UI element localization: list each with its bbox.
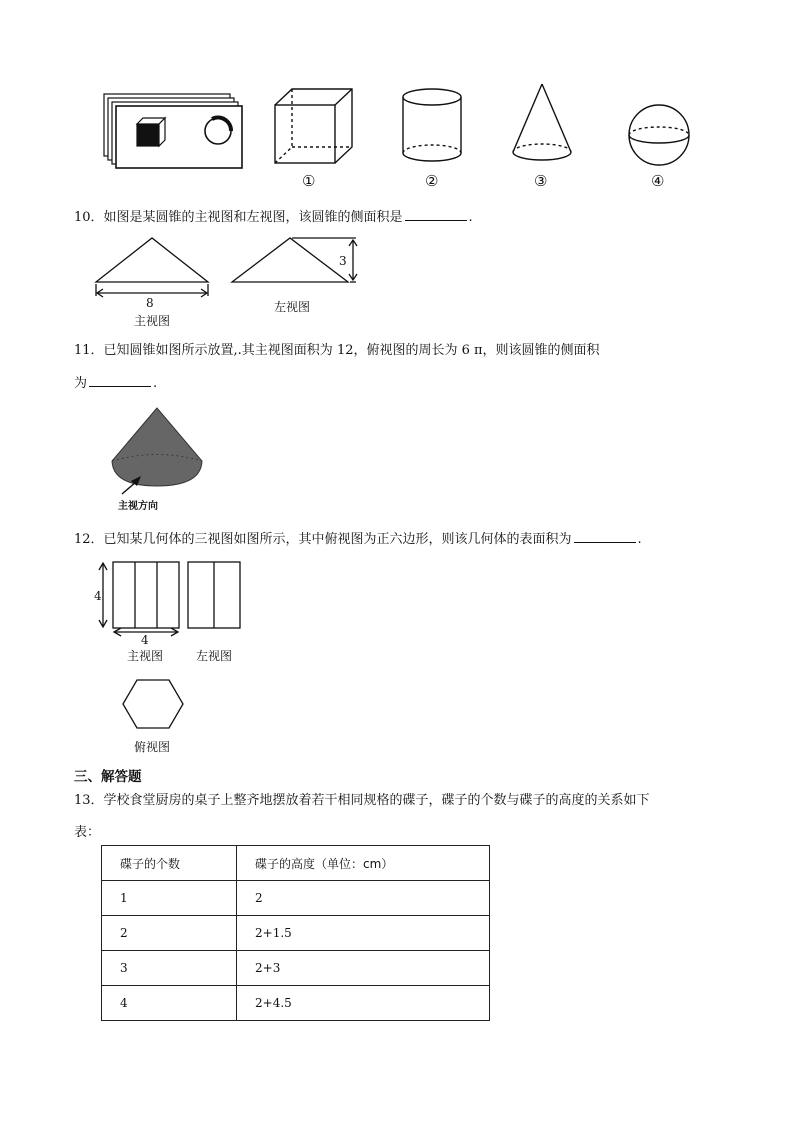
q12-top-caption: 俯视图 — [134, 740, 171, 754]
cylinder-figure — [403, 89, 461, 161]
table-cell: 2+4.5 — [237, 986, 490, 1021]
question-11-prefix: 为 — [74, 376, 88, 391]
sphere-figure — [629, 105, 689, 165]
q10-side-dim: 3 — [339, 254, 347, 268]
plates-table — [101, 845, 490, 1021]
table-header-cell: 碟子的高度（单位：cm） — [237, 846, 490, 881]
table-row — [102, 986, 490, 1021]
question-10 — [74, 208, 473, 227]
figure-label-4: ④ — [651, 172, 665, 190]
stacked-block-figure — [104, 94, 242, 168]
top-figures — [0, 80, 794, 195]
q12-side-caption: 左视图 — [196, 649, 233, 663]
q10-front-dim: 8 — [146, 296, 154, 310]
question-11-line1: 11．已知圆锥如图所示放置,.其主视图面积为 12，俯视图的周长为 6 π，则该圆锥的侧面积 — [74, 343, 600, 358]
table-header-cell: 碟子的个数 — [102, 846, 237, 881]
q10-side-caption: 左视图 — [274, 300, 311, 314]
table-cell: 4 — [102, 986, 237, 1021]
question-12-text: 12．已知某几何体的三视图如图所示，其中俯视图为正六边形，则该几何体的表面积为 — [74, 532, 572, 547]
question-13-line1: 13．学校食堂厨房的桌子上整齐地摆放着若干相同规格的碟子，碟子的个数与碟子的高度的关系如下 — [74, 793, 650, 808]
table-cell: 2 — [237, 881, 490, 916]
q10-views-figure — [90, 232, 370, 302]
q12-height-dim: 4 — [94, 589, 102, 603]
answer-blank-12 — [574, 530, 636, 543]
q11-cone-figure — [105, 402, 215, 498]
table-row — [102, 881, 490, 916]
question-11-end: . — [153, 376, 158, 391]
q12-width-dim: 4 — [141, 633, 149, 647]
table-cell: 2+3 — [237, 951, 490, 986]
q10-front-caption: 主视图 — [134, 314, 171, 328]
table-cell: 2+1.5 — [237, 916, 490, 951]
question-11-line2 — [74, 374, 157, 393]
q11-view-direction-label: 主视方向 — [118, 501, 158, 512]
table-cell: 1 — [102, 881, 237, 916]
figure-label-3: ③ — [534, 172, 548, 190]
question-12-end: . — [637, 532, 642, 547]
q12-three-views-figure — [90, 556, 250, 736]
figure-label-1: ① — [302, 172, 316, 190]
table-cell: 3 — [102, 951, 237, 986]
cone-figure — [513, 84, 571, 160]
q12-front-caption: 主视图 — [127, 649, 164, 663]
figure-label-2: ② — [425, 172, 439, 190]
table-cell: 2 — [102, 916, 237, 951]
question-13-line2: 表： — [74, 825, 101, 840]
answer-blank-10 — [405, 208, 467, 221]
section-title: 三、解答题 — [74, 769, 142, 785]
table-header-row — [102, 846, 490, 881]
table-row — [102, 916, 490, 951]
question-10-text: 10．如图是某圆锥的主视图和左视图，该圆锥的侧面积是 — [74, 210, 403, 225]
answer-blank-11 — [89, 374, 151, 387]
cube-figure — [275, 89, 352, 163]
question-12 — [74, 530, 642, 549]
question-10-end: . — [468, 210, 473, 225]
table-row — [102, 951, 490, 986]
